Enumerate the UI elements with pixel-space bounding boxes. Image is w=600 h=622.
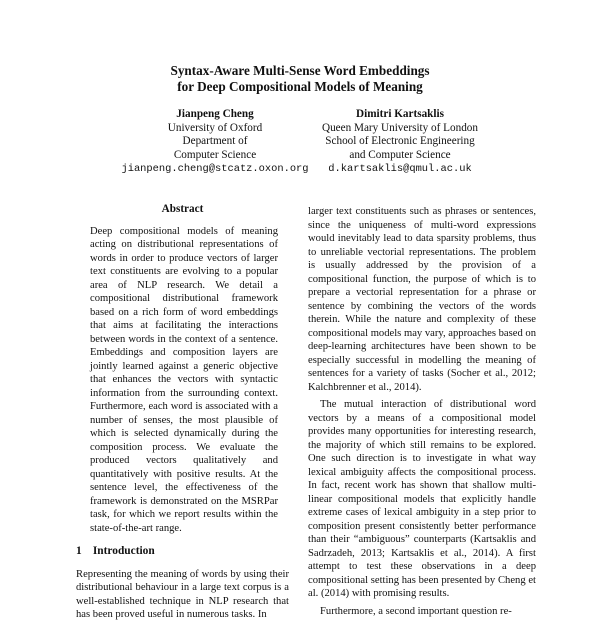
paper-title <box>0 63 600 95</box>
author-affiliation-line: Department of <box>182 135 248 148</box>
section-number: 1 <box>76 545 82 557</box>
author-email: jianpeng.cheng@stcatz.oxon.org <box>121 163 309 176</box>
author-affiliation-line: and Computer Science <box>349 148 451 161</box>
title-line-1: Syntax-Aware Multi-Sense Word Embeddings <box>170 63 430 78</box>
section-heading-introduction <box>76 545 289 559</box>
section-title: Introduction <box>92 545 155 557</box>
author-affiliation-line: University of Oxford <box>167 121 263 134</box>
body-paragraph-2: The mutual interaction of distributional word vectors by a means of a compositional model provides many opportunities for interesting research, the majority of which still remains to be explored. One such direction is to investigate in what way lexical ambiguity affects the compositional process. In fact, recent work has shown that shallow multi-linear compositional models that explicitly handle extreme cases of lexical ambiguity in a step prior to composition present consistently better performance than their “ambiguous” counterparts (Kartsaklis and Sadrzadeh, 2013; Kartsaklis et al., 2014). A first attempt to test these observations in a deep compositional setting has been presented by Cheng et al. (2014) with promising results. <box>308 399 536 599</box>
author-affiliation-line: Queen Mary University of London <box>322 121 478 134</box>
body-paragraph-3: Furthermore, a second important question re- <box>320 605 512 617</box>
author-affiliation-line: School of Electronic Engineering <box>325 135 475 148</box>
right-column <box>308 205 536 618</box>
abstract-heading: Abstract <box>161 203 204 215</box>
body-paragraph-1: larger text constituents such as phrases or sentences, since the uniqueness of multi-word expressions would inevitably lead to data sparsity problems, thus to unreliable vectorial representations. The problem is usually addressed by the provision of a compositional function, the purpose of which is to prepare a vectorial representation for a phrase or sentence by combining the vectors of the words therein. While the nature and complexity of these compositional models may vary, approaches based on deep-learning architectures have been shown to be especially successful in modelling the meaning of sentences for a variety of tasks (Socher et al., 2012; Kalchbrenner et al., 2014). <box>308 206 536 393</box>
title-line-2: for Deep Compositional Models of Meaning <box>177 79 423 94</box>
left-column <box>76 203 289 622</box>
intro-paragraph: Representing the meaning of words by using their distributional behaviour in a large text corpus is a well-established technique in NLP research that has been proved useful in numerous tasks. In <box>76 568 289 620</box>
abstract-text: Deep compositional models of meaning acting on distributional representations of words in order to produce vectors of larger text constituents are evolving to a popular area of NLP research. We detail a compositional distributional framework based on a rich form of word embeddings that aims at facilitating the interactions between words in the context of a sentence. Embeddings and composition layers are jointly learned against a generic objective that enhances the vectors with syntactic information from the surrounding context. Furthermore, each word is associated with a number of senses, the most plausible of which is selected dynamically during the composition process. We evaluate the produced vectors qualitatively and quantitatively with positive results. At the sentence level, the effectiveness of the framework is demonstrated on the MSRPar task, for which we report results within the state-of-the-art range. <box>90 225 278 534</box>
author-block-2 <box>280 108 520 177</box>
author-name: Dimitri Kartsaklis <box>356 108 444 120</box>
author-email: d.kartsaklis@qmul.ac.uk <box>328 163 472 176</box>
author-affiliation-line: Computer Science <box>173 148 257 161</box>
author-name: Jianpeng Cheng <box>176 108 254 120</box>
